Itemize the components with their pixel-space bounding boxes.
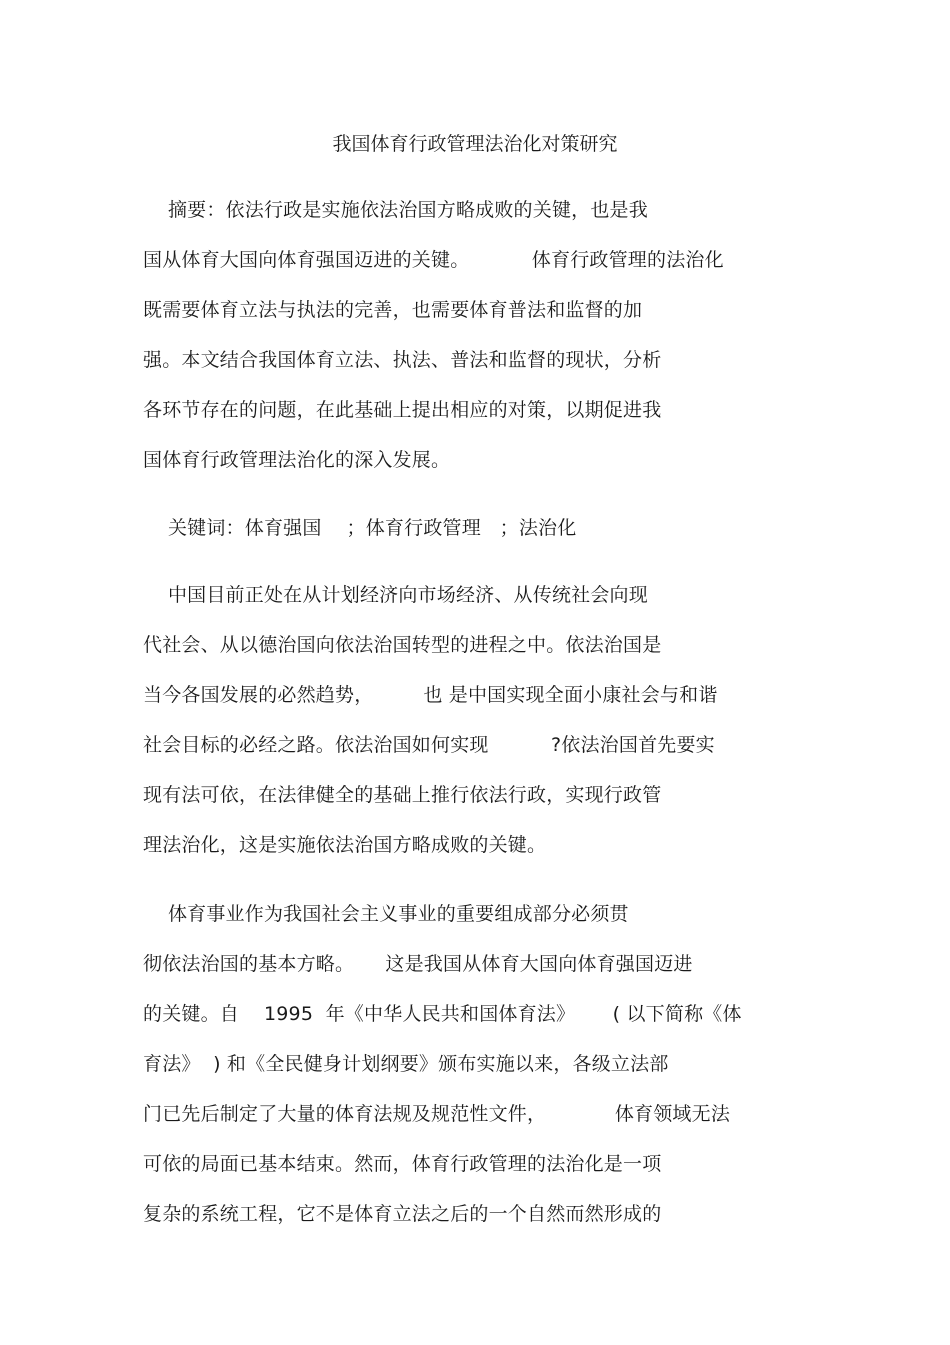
abstract-line-1: 摘要：依法行政是实施依法治国方略成败的关键，也是我 [143, 199, 648, 221]
body-paragraph-2-line-1: 体育事业作为我国社会主义事业的重要组成部分必须贯 [143, 903, 629, 925]
abstract-line-5: 各环节存在的问题，在此基础上提出相应的对策，以期促进我 [143, 399, 662, 421]
body-paragraph-1-line-5: 现有法可依，在法律健全的基础上推行依法行政，实现行政管 [143, 784, 662, 806]
body-paragraph-2-line-3: 的关键。自 1995 年《中华人民共和国体育法》 ( 以下简称《体 [143, 1003, 742, 1025]
abstract-line-2: 国从体育大国向体育强国迈进的关键。 体育行政管理的法治化 [143, 249, 724, 271]
abstract-line-3: 既需要体育立法与执法的完善，也需要体育普法和监督的加 [143, 299, 643, 321]
document-title: 我国体育行政管理法治化对策研究 [332, 133, 618, 155]
body-paragraph-1-line-4: 社会目标的必经之路。依法治国如何实现 ?依法治国首先要实 [143, 734, 715, 756]
body-paragraph-2-line-4: 育法》 ) 和《全民健身计划纲要》颁布实施以来，各级立法部 [143, 1053, 669, 1075]
body-paragraph-1-line-6: 理法治化，这是实施依法治国方略成败的关键。 [143, 834, 547, 856]
body-paragraph-2-line-6: 可依的局面已基本结束。然而，体育行政管理的法治化是一项 [143, 1153, 662, 1175]
body-paragraph-1-line-1: 中国目前正处在从计划经济向市场经济、从传统社会向现 [143, 584, 648, 606]
body-paragraph-2-line-2: 彻依法治国的基本方略。 这是我国从体育大国向体育强国迈进 [143, 953, 693, 975]
body-paragraph-1-line-2: 代社会、从以德治国向依法治国转型的进程之中。依法治国是 [143, 634, 662, 656]
abstract-line-6: 国体育行政管理法治化的深入发展。 [143, 449, 451, 471]
body-paragraph-2-line-7: 复杂的系统工程，它不是体育立法之后的一个自然而然形成的 [143, 1203, 662, 1225]
keywords-line: 关键词：体育强国 ；体育行政管理 ；法治化 [143, 517, 577, 539]
body-paragraph-2-line-5: 门已先后制定了大量的体育法规及规范性文件， 体育领域无法 [143, 1103, 731, 1125]
body-paragraph-1-line-3: 当今各国发展的必然趋势， 也 是中国实现全面小康社会与和谐 [143, 684, 718, 706]
abstract-line-4: 强。本文结合我国体育立法、执法、普法和监督的现状，分析 [143, 349, 662, 371]
